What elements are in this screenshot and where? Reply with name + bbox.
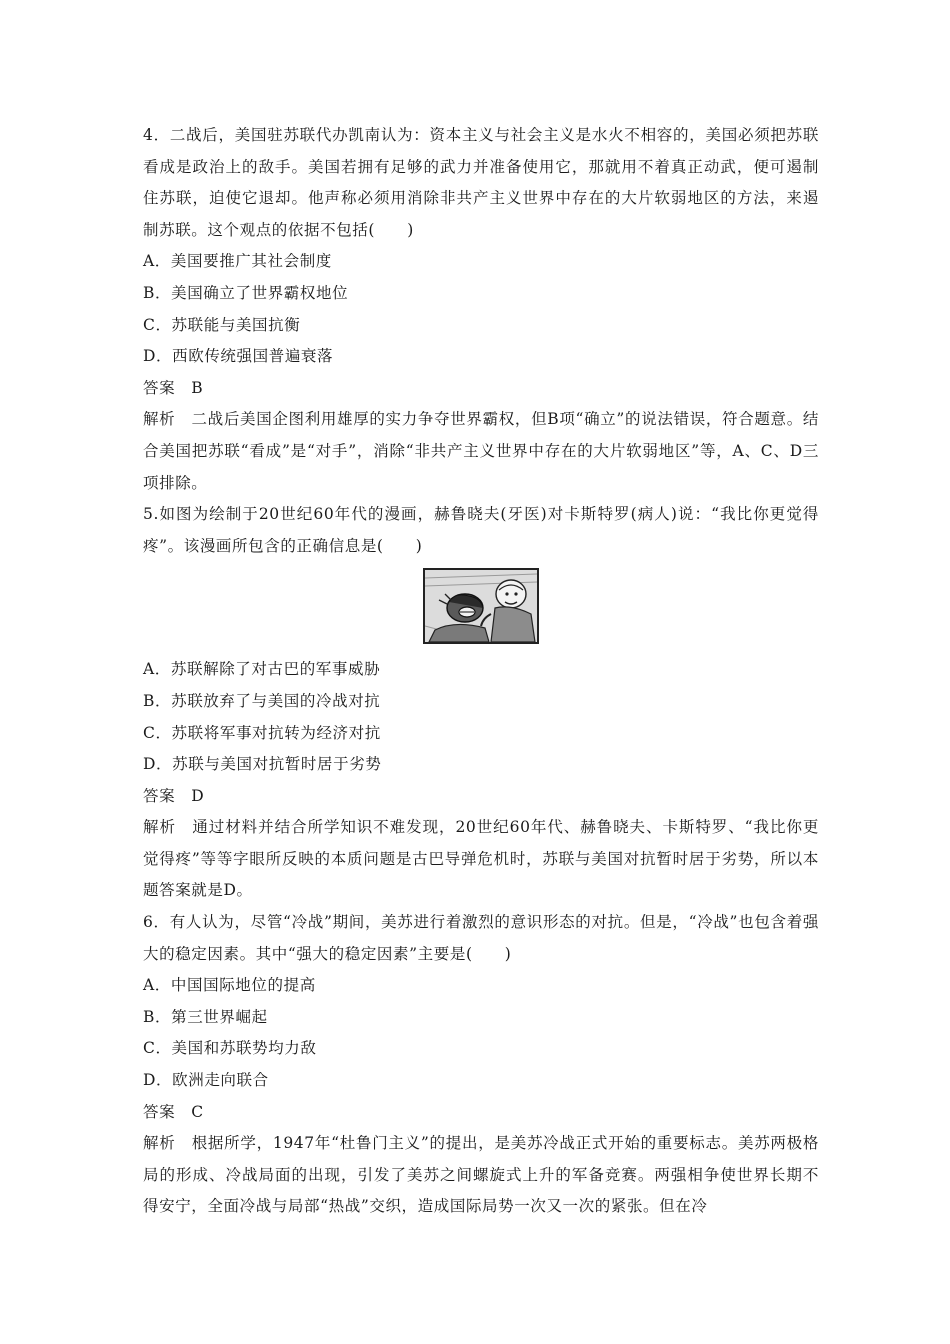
analysis: 解析 根据所学，1947年“杜鲁门主义”的提出，是美苏冷战正式开始的重要标志。美苏两极格局的形成、冷战局面的出现，引发了美苏之间螺旋式上升的军备竞赛。两强相争使世界长期不得安宁，全面冷战与局部“热战”交织，造成国际局势一次又一次的紧张。但在冷 — [143, 1134, 819, 1216]
option-a: A．苏联解除了对古巴的军事威胁 — [143, 660, 381, 679]
answer: 答案 C — [143, 1102, 204, 1121]
question-stem: 4．二战后，美国驻苏联代办凯南认为：资本主义与社会主义是水火不相容的，美国必须把苏联看成是政治上的敌手。美国若拥有足够的武力并准备使用它，那就用不着真正动武，便可遏制住苏联，迫使它退却。他声称必须用消除非共产主义世界中存在的大片软弱地区的方法，来遏制苏联。这个观点的依据不包括( ) — [143, 126, 819, 239]
option-b: B．苏联放弃了与美国的冷战对抗 — [143, 691, 381, 710]
question-4 — [143, 120, 819, 499]
option-b: B．第三世界崛起 — [143, 1007, 268, 1026]
option-a: A．中国国际地位的提高 — [143, 976, 316, 995]
question-6 — [143, 907, 819, 1223]
option-c: C．苏联能与美国抗衡 — [143, 315, 301, 334]
cartoon-drawing — [425, 570, 537, 642]
option-c: C．美国和苏联势均力敌 — [143, 1039, 317, 1058]
option-b: B．美国确立了世界霸权地位 — [143, 283, 349, 302]
cartoon-image — [423, 568, 539, 644]
answer: 答案 D — [143, 786, 205, 805]
option-d: D．欧洲走向联合 — [143, 1071, 269, 1090]
question-5 — [143, 499, 819, 907]
document-page — [143, 120, 819, 1223]
answer: 答案 B — [143, 378, 204, 397]
question-stem: 5.如图为绘制于20世纪60年代的漫画，赫鲁晓夫(牙医)对卡斯特罗(病人)说：“我比你更觉得疼”。该漫画所包含的正确信息是( ) — [143, 505, 819, 555]
option-a: A．美国要推广其社会制度 — [143, 252, 332, 271]
option-c: C．苏联将军事对抗转为经济对抗 — [143, 723, 381, 742]
option-d: D．苏联与美国对抗暂时居于劣势 — [143, 755, 382, 774]
question-stem: 6．有人认为，尽管“冷战”期间，美苏进行着激烈的意识形态的对抗。但是，“冷战”也包含着强大的稳定因素。其中“强大的稳定因素”主要是( ) — [143, 913, 819, 963]
analysis: 解析 二战后美国企图利用雄厚的实力争夺世界霸权，但B项“确立”的说法错误，符合题意。结合美国把苏联“看成”是“对手”，消除“非共产主义世界中存在的大片软弱地区”等，A、C、D三项排除。 — [143, 410, 819, 492]
option-d: D．西欧传统强国普遍衰落 — [143, 347, 334, 366]
analysis: 解析 通过材料并结合所学知识不难发现，20世纪60年代、赫鲁晓夫、卡斯特罗、“我比你更觉得疼”等等字眼所反映的本质问题是古巴导弹危机时，苏联与美国对抗暂时居于劣势，所以本题答案就是D。 — [143, 818, 819, 900]
